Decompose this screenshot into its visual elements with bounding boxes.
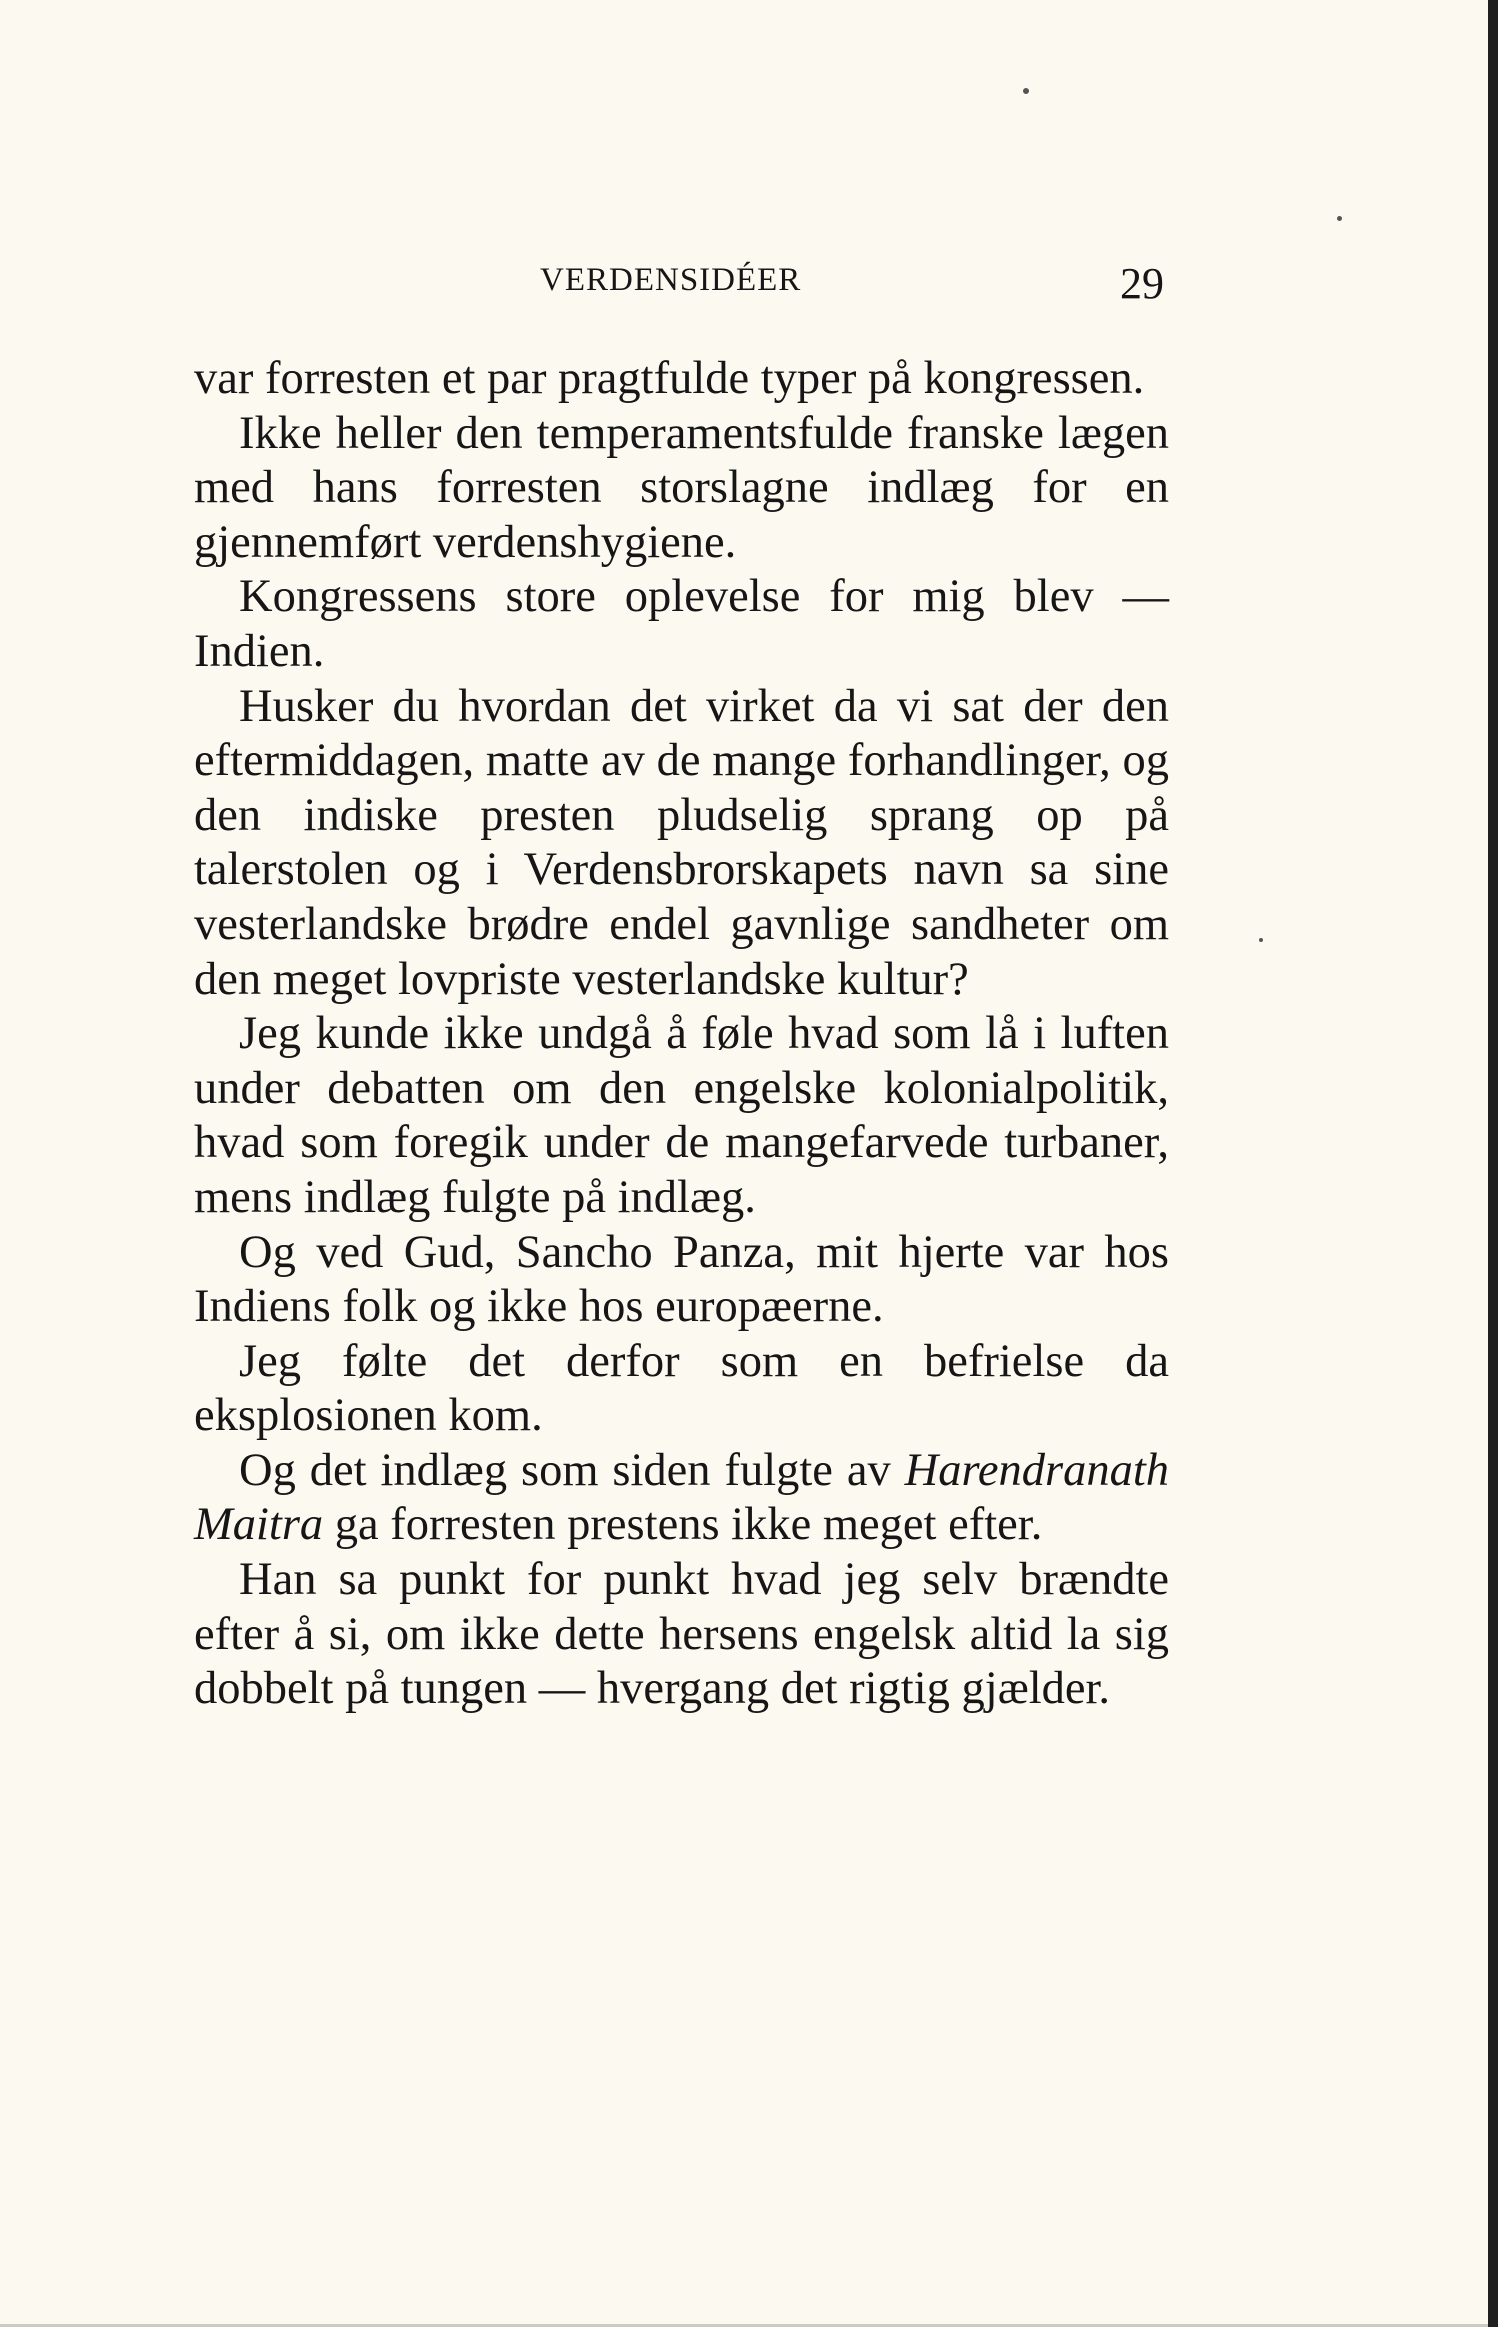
print-speck — [1337, 216, 1342, 221]
paragraph: var forresten et par pragtfulde typer på kongressen. — [194, 353, 1145, 404]
page-number: 29 — [1120, 259, 1164, 308]
paragraph: Og ved Gud, Sancho Panza, mit hjerte var hos Indiens folk og ikke hos europæerne. — [194, 1226, 1169, 1333]
paragraph: Ikke heller den temperamentsfulde franske lægen med hans forresten storslagne indlæg for en gjennemført verdenshygiene. — [194, 407, 1169, 568]
body-text — [194, 352, 1169, 1717]
paragraph: Jeg følte det derfor som en befrielse da eksplosionen kom. — [194, 1335, 1169, 1442]
print-speck — [1259, 938, 1263, 942]
running-head — [0, 258, 1498, 318]
paragraph: Han sa punkt for punkt hvad jeg selv brændte efter å si, om ikke dette hersens engelsk altid la sig dobbelt på tungen — hvergang det rigtig gjælder. — [194, 1554, 1169, 1715]
running-head-title: VERDENSIDÉER — [540, 262, 802, 298]
paragraph-text: Og det indlæg som siden fulgte av — [239, 1444, 905, 1496]
print-speck — [1023, 88, 1029, 94]
italic-name: Harendranath Maitra — [194, 1444, 1169, 1551]
paragraph: Husker du hvordan det virket da vi sat der den eftermiddagen, matte av de mange forhandlinger, og den indiske presten pludselig sprang op på talerstolen og i Verdensbrorskapets navn sa sine vesterlandske brødre endel gavnlige sandheter om den meget lovpriste vesterlandske kultur? — [194, 680, 1169, 1005]
paragraph: Kongressens store oplevelse for mig blev — Indien. — [194, 571, 1169, 677]
paragraph: Jeg kunde ikke undgå å føle hvad som lå i luften under debatten om den engelske kolonialpolitik, hvad som foregik under de mangefarvede turbaner, mens indlæg fulgte på indlæg. — [194, 1008, 1169, 1223]
paragraph — [194, 1444, 1169, 1553]
paragraph-text: ga forresten prestens ikke meget efter. — [323, 1499, 1043, 1551]
page-edge-shadow — [1488, 0, 1498, 2327]
